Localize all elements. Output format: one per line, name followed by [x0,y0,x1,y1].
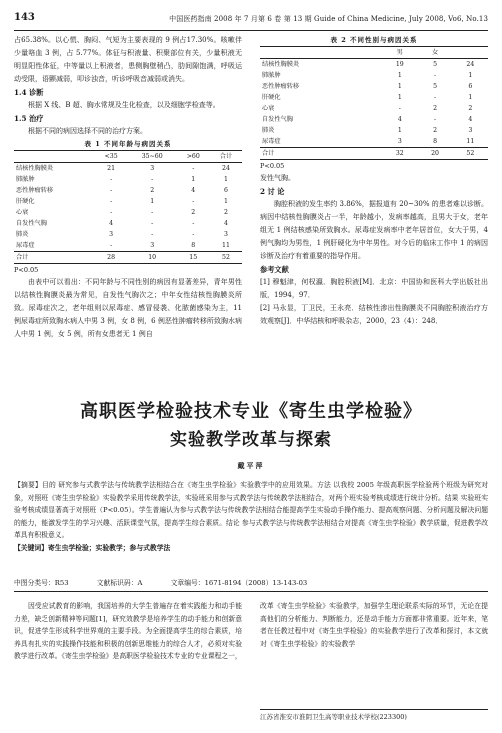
table-cell: 11 [466,138,475,145]
table-cell: 6 [223,187,228,194]
table1-caption: 表 1 不同年龄与病因关系 [84,140,172,148]
table-cell: 3 [109,231,114,238]
body-paragraph-continued: 改革《寄生虫学检验》实验教学，加强学生理论联系实际的环节，无论在提高他们的分析能力、判断能力，还是动手能力方面都非常重要。近年来，笔者在任教过程中对《寄生虫学检验》的实验教学进行了改革和探讨，本文就对《寄生虫学检验》的实验教学 [260,602,488,648]
table-row [260,103,488,114]
table-cell: - [192,198,195,205]
table-cell: 1 [397,83,402,90]
table-cell: 10 [128,252,177,264]
table-cell: - [151,220,154,227]
heading-diagnosis: 1.4 诊断 [14,88,44,97]
table-cell: - [110,242,113,249]
table-cell: - [151,176,154,183]
table-cell: 4 [109,220,114,227]
table-cell: 2 [150,187,155,194]
table-total-row [14,252,242,264]
table-cell: 尿毒症 [16,242,35,249]
table-cell: 1 [223,198,228,205]
reference-2: [2] 马永显，丁卫民，王永亮．结核性渗出性胸膜炎不同胸腔积液治疗方效观察[J]．中华结核和呼吸杂志，2000，23（4）：248． [260,304,488,325]
table-row [260,81,488,92]
table-cell: 11 [222,242,230,249]
paragraph-treatment: 根据不同的病因选择不同的治疗方案。 [28,127,147,135]
table-cell: 8 [433,138,438,145]
table-cell: 1 [468,94,473,101]
table-cell: 4 [191,187,196,194]
keywords-text: 【关键词】寄生虫学检验；实验教学；参与式教学法 [14,543,171,552]
table-row [14,207,242,218]
article-meta [14,577,488,592]
table-cell: 32 [382,148,417,160]
table-header-cell: 女 [417,47,452,59]
clc-number: 中图分类号：R53 [14,579,69,587]
table-cell: - [192,231,195,238]
table-cell: 2 [191,209,196,216]
table-header-cell: 男 [382,47,417,59]
body-right-column [260,600,488,650]
table-cell: 5 [417,59,452,71]
table1-note: P<0.05 [14,266,39,274]
table-cell: 24 [453,59,488,71]
abstract-block [14,479,488,554]
table-cell: 3 [468,127,473,134]
table-cell: 8 [191,242,196,249]
table-row [14,218,242,229]
table-cell: - [151,209,154,216]
table-header-cell: 35~60 [128,151,177,163]
table-cell: - [192,220,195,227]
table-cell: 2 [433,105,438,112]
table-cell: - [434,94,437,101]
paragraph-table1-analysis: 由表中可以看出：不同年龄与不同性别的病因有显著差异，青年男性以结核性胸膜炎最为常见，自发性气胸次之；中年女性结核性胸膜炎所致。尿毒症次之，老年组则以尿毒症、感冒侵袭、化脓菌感染为主，11 例尿毒症所致胸水病人中男 3 例，女 8 例，6 例恶性肿瘤转移所致胸水病人中男 1 例，女 5 例，所有女患者无 1 例自 [14,278,242,338]
table-cell: 1 [397,127,402,134]
table-header-cell: 合计 [210,151,242,163]
table-header-cell [453,47,488,59]
table-cell: 21 [94,163,127,175]
heading-treatment: 1.5 治疗 [14,114,44,123]
right-column [260,34,488,328]
table-row [14,196,242,207]
table-row [14,163,242,175]
table-row [14,174,242,185]
table-cell: 2 [433,127,438,134]
abstract-text: 【摘要】目的 研究参与式教学法与传统教学法相结合在《寄生虫学检验》实验教学中的应用效果。方法 以我校 2005 年级高职医学检验两个班级为研究对象，对照班《寄生虫学检验》实验教学采用传统教学法，实验班采用参与式教学法与传统教学法相结合，对两个班实验考核成绩进行统计分析。结果 实验班实验考核成绩显著高于对照班（P<0.05）。学生普遍认为参与式教学法与传统教学法相结合能提高学生实验动手操作能力、提高观察问题、分析问题及解决问题的能力，能激发学生的学习兴趣、活跃课堂气氛，提高学生综合素质。结论 参与式教学法与传统教学法相结合对提高《寄生虫学检验》教学质量，促进教学改革具有积极意义。 [14,481,488,539]
table-cell: 尿毒症 [262,138,281,145]
table2-note: P<0.05 [260,162,285,170]
table-cell: 1 [468,72,473,79]
heading-discussion: 2 讨 论 [260,187,285,196]
table-cell: 肺炎 [262,127,275,134]
table-cell: 15 [177,252,210,264]
table-age-cause [14,150,242,264]
table-row [260,70,488,81]
table-cell: 28 [94,252,127,264]
reference-1: [1] 穆魁津，何权瀛．胸腔积液[M]．北京：中国协和医科大学出版社出版，1994，97． [260,278,488,299]
table-header-cell [260,47,382,59]
table-cell: 结核性胸膜炎 [260,59,382,71]
table-cell: 肝硬化 [262,94,281,101]
body-paragraph-intro: 因受应试教育的影响，我国培养的大学生普遍存在着实践能力和动手能力差，缺乏创新精神等问题[1]，研究效教学是培养学生的动手能力和创新意识，促进学生形成科学世界观的主要手段。为全面提高学生的综合素质，培养具有扎实的实践操作技能和积极的创新思维能力的综合人才，必须对实验教学进行改革。《寄生虫学检验》是高职医学检验技术专业的专业课程之一， [14,602,242,660]
table-cell: - [110,187,113,194]
page-number: 143 [14,12,35,23]
table-total-row [260,148,488,160]
table-row [14,185,242,196]
article-title: 高职医学检验技术专业《寄生虫学检验》 [80,401,422,422]
table-cell: 3 [150,242,155,249]
article-number: 文章编号：1671-8194（2008）13-143-03 [170,579,308,587]
table2-caption: 表 2 不同性别与病因关系 [330,36,418,44]
table-cell: - [110,176,113,183]
table-cell: 3 [397,138,402,145]
table-row [14,240,242,252]
table-cell: - [110,198,113,205]
table-cell: 3 [128,163,177,175]
table-header-cell [14,151,94,163]
table-cell: 52 [210,252,242,264]
table-cell: 恶性肿瘤转移 [16,187,54,194]
table-cell: 3 [223,231,228,238]
table-cell: 恶性肿瘤转移 [262,83,300,90]
article-subtitle: 实验教学改革与探索 [170,430,332,450]
left-column [14,34,242,341]
page-header [14,10,488,31]
table-cell: 19 [382,59,417,71]
table-row [260,92,488,103]
table-cell: 合计 [14,252,94,264]
table-cell: - [434,116,437,123]
table-cell: - [110,209,113,216]
table-cell: 4 [468,116,473,123]
table-cell: 合计 [260,148,382,160]
table-row [260,125,488,136]
table-cell: 肺炎 [16,231,29,238]
table-cell: 1 [397,94,402,101]
table-cell: 1 [191,176,196,183]
table-cell: - [177,163,210,175]
table-cell: - [151,231,154,238]
table-cell: 20 [417,148,452,160]
author-affiliation-footnote: 江苏省淮安市淮阴卫生高等职业技术学校(223300) [260,709,488,723]
table-cell: 2 [468,105,473,112]
article-author: 戴平萍 [237,461,265,470]
table-cell: 4 [397,116,402,123]
table-header-cell: >60 [177,151,210,163]
table-cell: 肺脓肿 [262,72,281,79]
table-row [14,229,242,240]
heading-references: 参考文献 [260,265,289,274]
table-cell: 24 [210,163,242,175]
table-header-row [14,151,242,163]
journal-line: 中国医药指南 2008 年 7 月第 6 卷 第 13 期 Guide of China Medicine, July 2008, Vo6, No.13 [169,15,488,23]
table-cell: 自发性气胸 [262,116,293,123]
table-cell: 1 [397,72,402,79]
table-cell: 结核性胸膜炎 [14,163,94,175]
paragraph-diagnosis: 根据 X 线、B 超、胸水常规及生化检查，以及细胞学检查等。 [28,101,220,109]
table-cell: 肝硬化 [16,198,35,205]
paragraph-pneumothorax: 发性气胸。 [260,174,295,182]
table-cell: - [398,105,401,112]
table-cell: 心衰 [262,105,275,112]
table-cell: - [434,72,437,79]
table-cell: 5 [433,83,438,90]
table-cell: 自发性气胸 [16,220,47,227]
table-sex-cause [260,46,488,160]
paragraph-symptoms: 占65.38%。以心慌、胸闷、气短为主要表现的 9 例占17.30%。咳嗽伴少量咯血 3 例，占 5.77%。体征与积液量、积聚部位有关，少量积液无明显阳性体征，中等量以上积液者，患侧胸壁稍凸，肋间隙饱满，呼吸运动受限，语颤减弱，叩诊浊音，听诊呼吸音减弱或消失。 [14,36,242,83]
table-cell: 1 [223,176,228,183]
table-cell: 2 [223,209,228,216]
table-cell: 肺脓肿 [16,176,35,183]
body-left-column [14,600,242,663]
paragraph-discussion: 胸腔积液的发生率约 3.86%，据报道有 20~30% 的患者难以诊断。病因中结核性胸膜炎占一半，年龄越小，发病率越高，且男大于女，老年组无 1 例结核感染所致胸水。尿毒症发病率中老年居首位，女大于男，4 例气胸均为男性，1 例肝硬化为中年男性。对今后的临床工作中 1 的病因诊断及治疗有着重要的指导作用。 [260,200,488,260]
table-row [260,114,488,125]
table-cell: 52 [453,148,488,160]
document-code: 文献标识码：A [96,579,143,587]
table-row [260,136,488,148]
table-row [260,59,488,71]
table-header-cell: <35 [94,151,127,163]
table-cell: 1 [150,198,155,205]
table-cell: 6 [468,83,473,90]
table-cell: 4 [223,220,228,227]
table-cell: 心衰 [16,209,29,216]
table-header-row [260,47,488,59]
